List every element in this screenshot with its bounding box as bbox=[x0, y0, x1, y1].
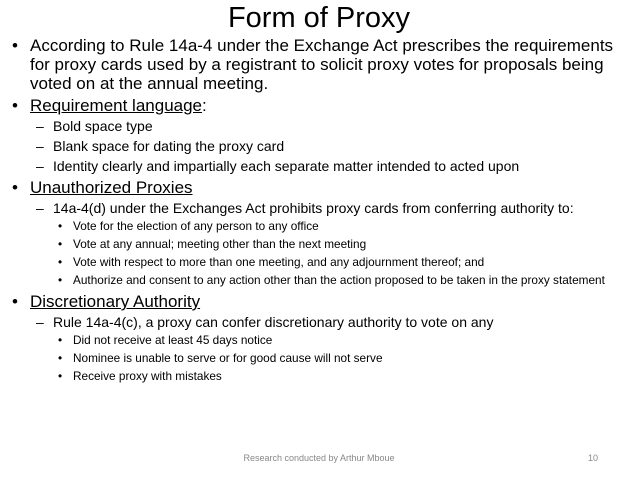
unauthorized-proxies-heading: Unauthorized Proxies bbox=[30, 178, 193, 197]
sub-item-text: Blank space for dating the proxy card bbox=[53, 138, 285, 154]
slide-title: Form of Proxy bbox=[227, 2, 411, 34]
sub-sub-item bbox=[6, 238, 632, 251]
dash-icon: – bbox=[36, 314, 44, 330]
dash-icon: – bbox=[36, 118, 44, 134]
sub-item-text: Bold space type bbox=[53, 118, 153, 134]
bullet-icon: • bbox=[12, 36, 18, 55]
page-number: 10 bbox=[588, 453, 599, 463]
dash-icon: – bbox=[36, 200, 44, 216]
dash-icon: – bbox=[36, 138, 44, 154]
bullet-icon: • bbox=[58, 219, 63, 233]
sub-item-text: 14a-4(d) under the Exchanges Act prohibits proxy cards from conferring authority to: bbox=[53, 200, 574, 216]
intro-text: According to Rule 14a-4 under the Exchange Act prescribes the requirements for proxy cards used by a registrant to solicit proxy votes for proposals being voted on at the annual meeting. bbox=[30, 36, 614, 93]
sub-item-text: Rule 14a-4(c), a proxy can confer discretionary authority to vote on any bbox=[53, 314, 494, 330]
bullet-icon: • bbox=[58, 333, 63, 347]
bullet-item-requirement-language bbox=[6, 96, 632, 115]
sub-sub-item-text: Vote for the election of any person to any office bbox=[73, 219, 319, 233]
sub-sub-item bbox=[6, 334, 632, 347]
sub-item bbox=[6, 200, 632, 216]
bullet-icon: • bbox=[12, 292, 18, 311]
bullet-icon: • bbox=[58, 255, 63, 269]
sub-sub-item bbox=[6, 256, 632, 269]
discretionary-authority-heading: Discretionary Authority bbox=[30, 292, 201, 311]
sub-sub-item-text: Did not receive at least 45 days notice bbox=[73, 333, 273, 347]
sub-sub-item-text: Authorize and consent to any action other than the action proposed to be taken in the proxy statement bbox=[73, 273, 605, 287]
sub-item bbox=[6, 314, 632, 330]
sub-sub-item bbox=[6, 274, 632, 287]
sub-item bbox=[6, 138, 632, 154]
bullet-icon: • bbox=[58, 351, 63, 365]
dash-icon: – bbox=[36, 158, 44, 174]
bullet-icon: • bbox=[58, 369, 63, 383]
sub-sub-item bbox=[6, 370, 632, 383]
requirement-language-heading: Requirement language bbox=[30, 96, 203, 115]
bullet-item-intro bbox=[6, 36, 632, 93]
sub-item-text: Identity clearly and impartially each separate matter intended to acted upon bbox=[53, 158, 520, 174]
bullet-icon: • bbox=[12, 178, 18, 197]
sub-sub-item bbox=[6, 352, 632, 365]
bullet-item-discretionary-authority bbox=[6, 292, 632, 311]
sub-sub-item-text: Nominee is unable to serve or for good cause will not serve bbox=[73, 351, 383, 365]
sub-sub-item-text: Vote with respect to more than one meeting, and any adjournment thereof; and bbox=[73, 255, 485, 269]
sub-sub-item bbox=[6, 220, 632, 233]
bullet-icon: • bbox=[58, 237, 63, 251]
bullet-icon: • bbox=[58, 273, 63, 287]
sub-item bbox=[6, 118, 632, 134]
bullet-icon: • bbox=[12, 96, 18, 115]
footer-credit: Research conducted by Arthur Mboue bbox=[243, 453, 395, 463]
sub-sub-item-text: Vote at any annual; meeting other than the next meeting bbox=[73, 237, 367, 251]
sub-sub-item-text: Receive proxy with mistakes bbox=[73, 369, 222, 383]
slide-body bbox=[6, 36, 632, 388]
heading-colon: : bbox=[202, 96, 207, 115]
bullet-item-unauthorized-proxies bbox=[6, 178, 632, 197]
sub-item bbox=[6, 158, 632, 174]
